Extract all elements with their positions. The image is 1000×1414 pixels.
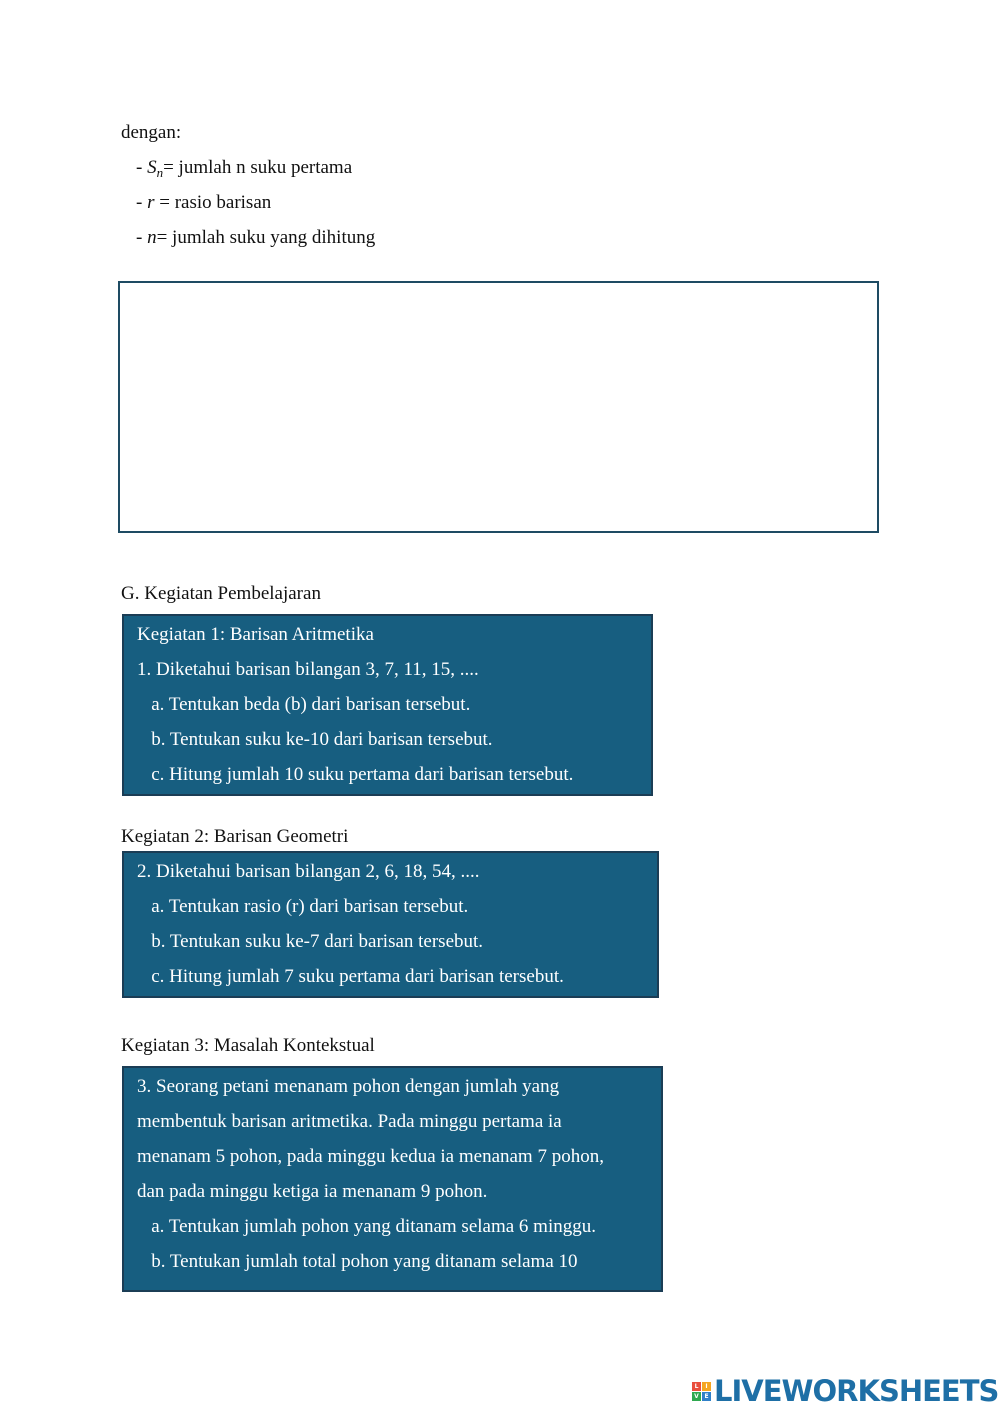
answer-box[interactable] [118, 281, 879, 533]
definition-symbol: r [147, 192, 155, 213]
kegiatan1-line: 1. Diketahui barisan bilangan 3, 7, 11, 15, .... [137, 659, 479, 680]
definition-text: = jumlah n suku pertama [163, 157, 353, 178]
logo-tile: L [692, 1382, 701, 1391]
definition-symbol: n [147, 227, 157, 248]
kegiatan1-line: a. Tentukan beda (b) dari barisan tersebut. [137, 694, 471, 715]
liveworksheets-logo[interactable] [692, 1374, 998, 1408]
definition-sn [136, 156, 352, 181]
kegiatan3-line: menanam 5 pohon, pada minggu kedua ia menanam 7 pohon, [137, 1146, 604, 1167]
definition-text: = rasio barisan [154, 192, 272, 213]
kegiatan2-title: Kegiatan 2: Barisan Geometri [121, 826, 349, 847]
kegiatan1-line: Kegiatan 1: Barisan Aritmetika [137, 624, 374, 645]
kegiatan2-line: 2. Diketahui barisan bilangan 2, 6, 18, 54, .... [137, 861, 480, 882]
kegiatan3-title: Kegiatan 3: Masalah Kontekstual [121, 1035, 375, 1056]
kegiatan3-line: b. Tentukan jumlah total pohon yang ditanam selama 10 [137, 1251, 578, 1272]
definition-text: = jumlah suku yang dihitung [156, 227, 376, 248]
definition-symbol: S [147, 157, 157, 178]
kegiatan2-panel [122, 851, 659, 998]
kegiatan1-line: c. Hitung jumlah 10 suku pertama dari barisan tersebut. [137, 764, 574, 785]
section-title: G. Kegiatan Pembelajaran [121, 583, 321, 604]
kegiatan1-line: b. Tentukan suku ke-10 dari barisan tersebut. [137, 729, 493, 750]
definitions-intro: dengan: [121, 122, 182, 143]
kegiatan3-line: dan pada minggu ketiga ia menanam 9 pohon. [137, 1181, 488, 1202]
kegiatan3-panel [122, 1066, 663, 1292]
definition-n [136, 226, 375, 250]
kegiatan3-line: membentuk barisan aritmetika. Pada minggu pertama ia [137, 1111, 562, 1132]
kegiatan2-line: c. Hitung jumlah 7 suku pertama dari barisan tersebut. [137, 966, 564, 987]
kegiatan2-line: a. Tentukan rasio (r) dari barisan tersebut. [137, 896, 469, 917]
kegiatan3-line: 3. Seorang petani menanam pohon dengan jumlah yang [137, 1076, 560, 1097]
definition-prefix: - [136, 192, 148, 213]
definition-prefix: - [136, 157, 148, 178]
definition-prefix: - [136, 227, 148, 248]
kegiatan1-panel [122, 614, 653, 796]
logo-grid-icon [692, 1382, 711, 1401]
definition-r [136, 191, 271, 215]
definition-subscript: n [156, 165, 164, 180]
kegiatan2-line: b. Tentukan suku ke-7 dari barisan tersebut. [137, 931, 484, 952]
logo-tile: E [702, 1392, 711, 1401]
logo-text: LIVEWORKSHEETS [714, 1374, 999, 1408]
kegiatan3-line: a. Tentukan jumlah pohon yang ditanam selama 6 minggu. [137, 1216, 596, 1237]
logo-tile: I [702, 1382, 711, 1391]
logo-tile: V [692, 1392, 701, 1401]
